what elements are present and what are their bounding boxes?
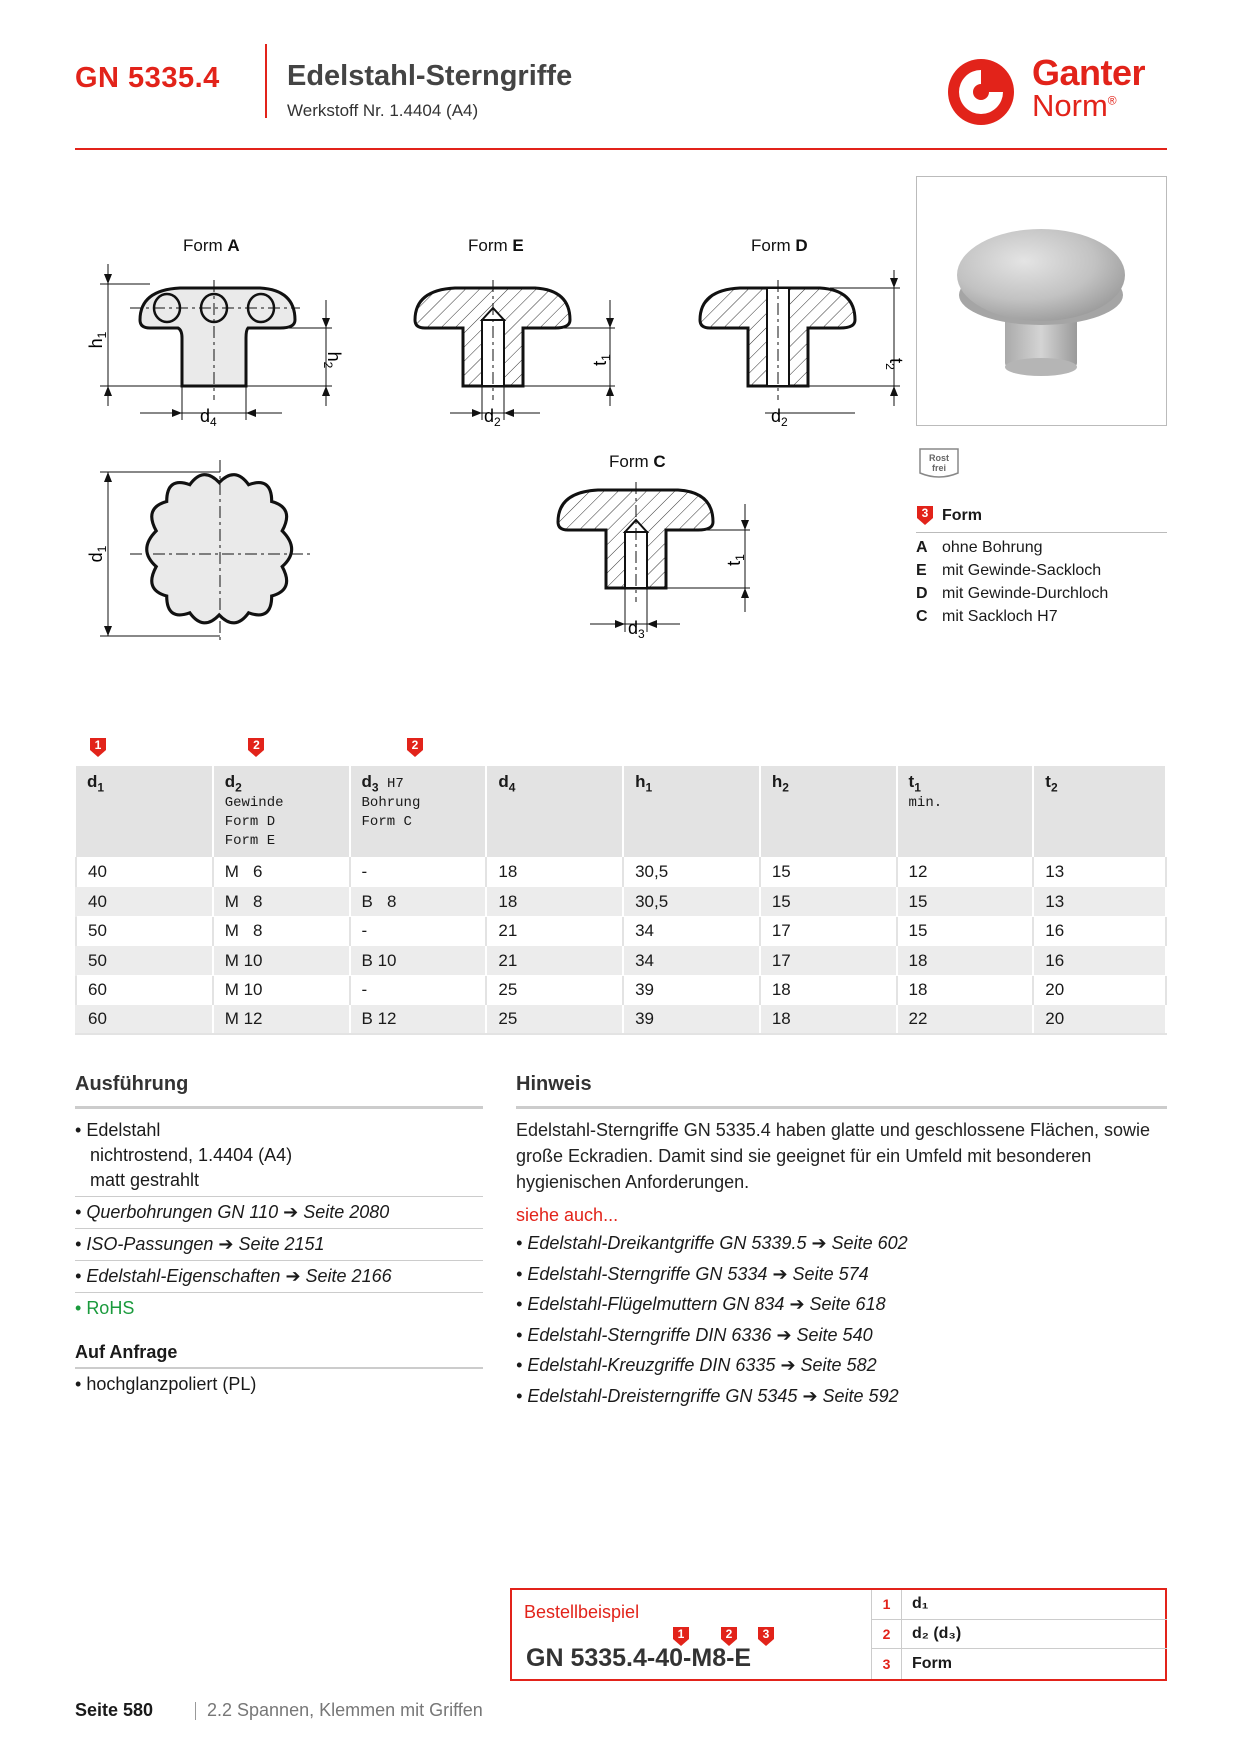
table-cell: 13 xyxy=(1033,887,1166,917)
table-cell: 30,5 xyxy=(623,857,760,887)
table-cell: 39 xyxy=(623,1005,760,1035)
footer-section: 2.2 Spannen, Klemmen mit Griffen xyxy=(207,1700,483,1720)
badge-3-icon: 3 xyxy=(916,505,934,526)
logo-text-ganter: Ganter xyxy=(1032,52,1146,93)
form-legend-item: D mit Gewinde-Durchloch xyxy=(916,585,1109,602)
badge-2-icon: 2 xyxy=(406,737,424,758)
order-legend-row: 1 d₁ xyxy=(872,1590,1167,1620)
table-cell: 25 xyxy=(486,1005,623,1035)
table-cell: 39 xyxy=(623,975,760,1005)
table-cell: 12 xyxy=(897,857,1034,887)
table-cell: 50 xyxy=(76,946,213,976)
svg-text:t1: $t_1$ xyxy=(590,354,613,366)
form-legend-title: Form xyxy=(942,506,982,524)
table-body xyxy=(76,857,1166,1034)
badge-1-icon: 1 xyxy=(672,1626,690,1647)
link-item[interactable]: • Querbohrungen GN 110 ➔ Seite 2080 xyxy=(75,1197,483,1229)
table-cell: 18 xyxy=(486,857,623,887)
product-photo xyxy=(916,176,1167,426)
svg-text:d2: $d_2$ xyxy=(771,406,788,429)
page-subtitle: Werkstoff Nr. 1.4404 (A4) xyxy=(287,101,479,120)
product-code: GN 5335.4 xyxy=(75,62,220,94)
table-cell: - xyxy=(350,975,487,1005)
rostfrei-badge-icon xyxy=(918,447,960,481)
see-also-label: siehe auch... xyxy=(516,1205,619,1225)
table-cell: 34 xyxy=(623,946,760,976)
table-cell: 15 xyxy=(760,857,897,887)
table-header-cell: $t_2$ xyxy=(1033,766,1166,857)
table-cell: 40 xyxy=(76,857,213,887)
table-cell: 21 xyxy=(486,916,623,946)
form-a-drawing xyxy=(86,264,344,429)
header-rule xyxy=(75,148,1167,150)
svg-text:d2: $d_2$ xyxy=(484,406,501,429)
badge-3-icon: 3 xyxy=(757,1626,775,1647)
table-cell: 60 xyxy=(76,1005,213,1035)
hinweis-title: Hinweis xyxy=(516,1073,592,1095)
svg-text:h1: $h_1$ xyxy=(86,331,109,349)
form-a-label: Form A xyxy=(183,236,240,255)
see-also-link[interactable]: • Edelstahl-Kreuzgriffe DIN 6335 ➔ Seite 582 xyxy=(516,1355,877,1375)
table-header-cell: $d_2$ Gewinde Form D Form E xyxy=(213,766,350,857)
footer-page-number: Seite 580 xyxy=(75,1700,154,1720)
svg-text:frei: frei xyxy=(931,463,947,473)
see-also-link[interactable]: • Edelstahl-Dreisterngriffe GN 5345 ➔ Seite 592 xyxy=(516,1385,899,1406)
table-cell: 15 xyxy=(897,887,1034,917)
form-legend xyxy=(916,505,1167,628)
table-header-cell: $h_2$ xyxy=(760,766,897,857)
svg-text:h2: $h_2$ xyxy=(321,351,344,369)
table-cell: 22 xyxy=(897,1005,1034,1035)
form-c-label: Form C xyxy=(609,452,666,471)
table-cell: - xyxy=(350,857,487,887)
table-cell: 16 xyxy=(1033,946,1166,976)
table-cell: 13 xyxy=(1033,857,1166,887)
table-row xyxy=(76,946,1166,976)
order-legend-row: 2 d₂ (d₃) xyxy=(872,1620,1167,1650)
table-cell: M 10 xyxy=(213,975,350,1005)
logo-text-norm: Norm® xyxy=(1032,88,1117,123)
see-also-link[interactable]: • Edelstahl-Sterngriffe DIN 6336 ➔ Seite 540 xyxy=(516,1324,873,1345)
anfrage-title: Auf Anfrage xyxy=(75,1342,483,1369)
table-cell: 18 xyxy=(760,975,897,1005)
ausfuehrung-section xyxy=(75,1073,483,1400)
table-cell: 25 xyxy=(486,975,623,1005)
svg-text:t2: $t_2$ xyxy=(883,358,906,370)
table-row xyxy=(76,887,1166,917)
form-c-drawing xyxy=(540,470,800,650)
form-legend-item: C mit Sackloch H7 xyxy=(916,608,1058,625)
table-row xyxy=(76,916,1166,946)
table-cell: 18 xyxy=(760,1005,897,1035)
hinweis-text: Edelstahl-Sterngriffe GN 5335.4 haben glatte und geschlossene Flächen, sowie große Eckradien. Damit sind sie geeignet für ein Umfeld mit besonderen hygienischen Anforderungen. xyxy=(516,1120,1151,1192)
ganter-logo-icon xyxy=(945,56,1017,128)
list-item: • Edelstahl nichtrostend, 1.4404 (A4) matt gestrahlt xyxy=(75,1115,483,1197)
table-cell: 15 xyxy=(897,916,1034,946)
svg-text:d3: $d_3$ xyxy=(628,618,645,641)
table-cell: M 8 xyxy=(213,916,350,946)
table-row xyxy=(76,1005,1166,1035)
table-row xyxy=(76,975,1166,1005)
table-cell: 21 xyxy=(486,946,623,976)
table-header-cell: $t_1$ min. xyxy=(897,766,1034,857)
table-cell: B 12 xyxy=(350,1005,487,1035)
table-cell: 20 xyxy=(1033,975,1166,1005)
link-item[interactable]: • ISO-Passungen ➔ Seite 2151 xyxy=(75,1229,483,1261)
table-cell: 60 xyxy=(76,975,213,1005)
form-d-label: Form D xyxy=(751,236,808,255)
link-item[interactable]: • Edelstahl-Eigenschaften ➔ Seite 2166 xyxy=(75,1261,483,1293)
table-header-row xyxy=(76,766,1166,857)
form-legend-item: E mit Gewinde-Sackloch xyxy=(916,562,1102,579)
t2-label xyxy=(860,340,906,400)
table-cell: M 10 xyxy=(213,946,350,976)
form-legend-item: A ohne Bohrung xyxy=(916,539,1043,556)
badge-2-icon: 2 xyxy=(247,737,265,758)
table-cell: 16 xyxy=(1033,916,1166,946)
order-label: Bestellbeispiel xyxy=(524,1602,640,1622)
ausfuehrung-title: Ausführung xyxy=(75,1073,189,1095)
table-cell: 17 xyxy=(760,946,897,976)
svg-text:Rost: Rost xyxy=(929,453,949,463)
page-title: Edelstahl-Sterngriffe xyxy=(287,60,573,92)
table-cell: 17 xyxy=(760,916,897,946)
table-cell: 18 xyxy=(486,887,623,917)
table-cell: M 12 xyxy=(213,1005,350,1035)
header-divider xyxy=(265,44,267,118)
table-cell: 18 xyxy=(897,946,1034,976)
hinweis-section xyxy=(516,1073,1167,1411)
star-knob-top-view xyxy=(86,460,310,640)
badge-2-icon: 2 xyxy=(720,1626,738,1647)
see-also-link[interactable]: • Edelstahl-Sterngriffe GN 5334 ➔ Seite 574 xyxy=(516,1263,869,1284)
table-cell: 20 xyxy=(1033,1005,1166,1035)
svg-text:t1: $t_1$ xyxy=(724,554,747,566)
table-cell: B 8 xyxy=(350,887,487,917)
table-cell: 18 xyxy=(897,975,1034,1005)
dimension-table xyxy=(75,766,1167,1035)
form-e-label: Form E xyxy=(468,236,524,255)
table-cell: B 10 xyxy=(350,946,487,976)
table-cell: 15 xyxy=(760,887,897,917)
table-badges xyxy=(75,737,1167,761)
table-cell: 50 xyxy=(76,916,213,946)
table-cell: M 6 xyxy=(213,857,350,887)
table-row xyxy=(76,857,1166,887)
rohs-item: • RoHS xyxy=(75,1298,135,1318)
order-code: GN 5335.4-40-M8-E xyxy=(526,1644,752,1672)
table-header-cell: $d_1$ xyxy=(76,766,213,857)
table-header-cell: $d_3$ H7 Bohrung Form C xyxy=(350,766,487,857)
anfrage-item: • hochglanzpoliert (PL) xyxy=(75,1374,257,1394)
order-legend-row: 3 Form xyxy=(872,1649,1167,1679)
order-example-box xyxy=(510,1588,1167,1681)
svg-text:d1: $d_1$ xyxy=(86,545,109,563)
table-cell: 30,5 xyxy=(623,887,760,917)
svg-text:d4: $d_4$ xyxy=(200,406,217,429)
table-cell: 34 xyxy=(623,916,760,946)
see-also-link[interactable]: • Edelstahl-Flügelmuttern GN 834 ➔ Seite 618 xyxy=(516,1294,886,1314)
form-e-drawing xyxy=(415,280,615,429)
footer-separator xyxy=(195,1702,196,1720)
table-header-cell: $d_4$ xyxy=(486,766,623,857)
table-cell: - xyxy=(350,916,487,946)
table-cell: M 8 xyxy=(213,887,350,917)
see-also-link[interactable]: • Edelstahl-Dreikantgriffe GN 5339.5 ➔ Seite 602 xyxy=(516,1233,908,1253)
table-cell: 40 xyxy=(76,887,213,917)
badge-1-icon: 1 xyxy=(89,737,107,758)
form-d-d2-label xyxy=(765,400,825,430)
table-header-cell: $h_1$ xyxy=(623,766,760,857)
